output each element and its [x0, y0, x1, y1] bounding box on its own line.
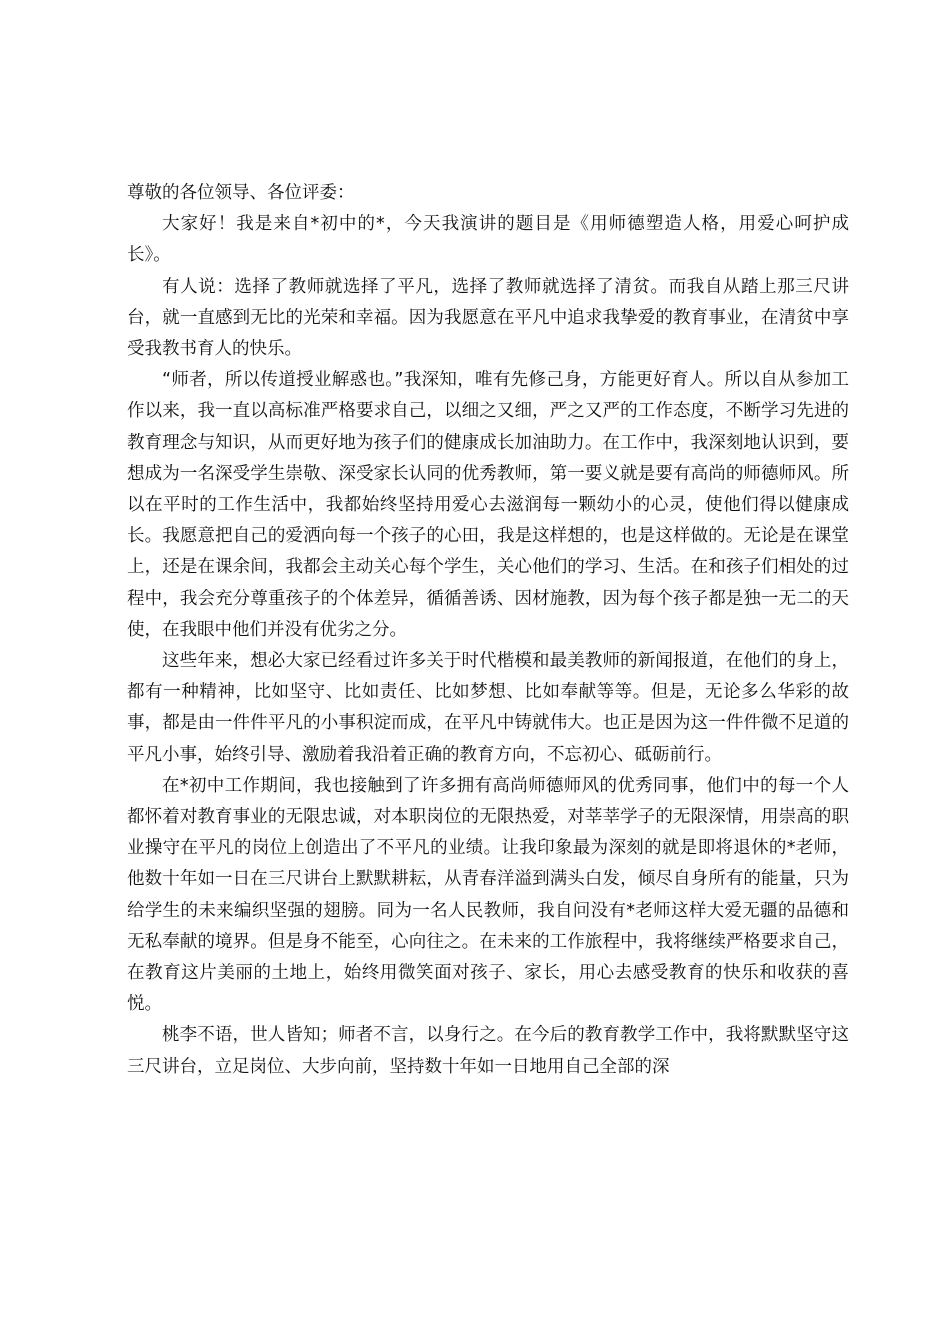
paragraph-role-models: 这些年来，想必大家已经看过许多关于时代楷模和最美教师的新闻报道，在他们的身上，都有一种精神，比如坚守、比如责任、比如梦想、比如奉献等等。但是，无论多么华彩的故事，都是由一件件平凡的小事积淀而成，在平凡中铸就伟大。也正是因为这一件件微不足道的平凡小事，始终引导、激励着我沿着正确的教育方向，不忘初心、砥砺前行。	[127, 651, 849, 765]
paragraph-closing: 桃李不语，世人皆知；师者不言，以身行之。在今后的教育教学工作中，我将默默坚守这三尺讲台，立足岗位、大步向前，坚持数十年如一日地用自己全部的深	[127, 1025, 849, 1077]
paragraph-choice: 有人说：选择了教师就选择了平凡，选择了教师就选择了清贫。而我自从踏上那三尺讲台，就一直感到无比的光荣和幸福。因为我愿意在平凡中追求我挚爱的教育事业，在清贫中享受我教书育人的快乐。	[127, 276, 849, 360]
paragraph-colleagues: 在*初中工作期间，我也接触到了许多拥有高尚师德师风的优秀同事，他们中的每一个人都怀着对教育事业的无限忠诚，对本职岗位的无限热爱，对莘莘学子的无限深情，用崇高的职业操守在平凡的岗位上创造出了不平凡的业绩。让我印象最为深刻的就是即将退休的*老师，他数十年如一日在三尺讲台上默默耕耘，从青春洋溢到满头白发，倾尽自身所有的能量，只为给学生的未来编织坚强的翅膀。同为一名人民教师，我自问没有*老师这样大爱无疆的品德和无私奉献的境界。但是身不能至，心向往之。在未来的工作旅程中，我将继续严格要求自己，在教育这片美丽的土地上，始终用微笑面对孩子、家长，用心去感受教育的快乐和收获的喜悦。	[127, 775, 849, 1015]
speech-text	[127, 178, 849, 1083]
salutation: 尊敬的各位领导、各位评委：	[127, 183, 355, 203]
paragraph-intro: 大家好！我是来自*初中的*，今天我演讲的题目是《用师德塑造人格，用爱心呵护成长》。	[127, 214, 849, 266]
paragraph-teacher-ethics: “师者，所以传道授业解惑也。”我深知，唯有先修己身，方能更好育人。所以自从参加工作以来，我一直以高标准严格要求自己，以细之又细，严之又严的工作态度，不断学习先进的教育理念与知识，从而更好地为孩子们的健康成长加油助力。在工作中，我深刻地认识到，要想成为一名深受学生崇敬、深受家长认同的优秀教师，第一要义就是要有高尚的师德师风。所以在平时的工作生活中，我都始终坚持用爱心去滋润每一颗幼小的心灵，使他们得以健康成长。我愿意把自己的爱洒向每一个孩子的心田，我是这样想的，也是这样做的。无论是在课堂上，还是在课余间，我都会主动关心每个学生，关心他们的学习、生活。在和孩子们相处的过程中，我会充分尊重孩子的个体差异，循循善诱、因材施教，因为每个孩子都是独一无二的天使，在我眼中他们并没有优劣之分。	[127, 370, 849, 640]
